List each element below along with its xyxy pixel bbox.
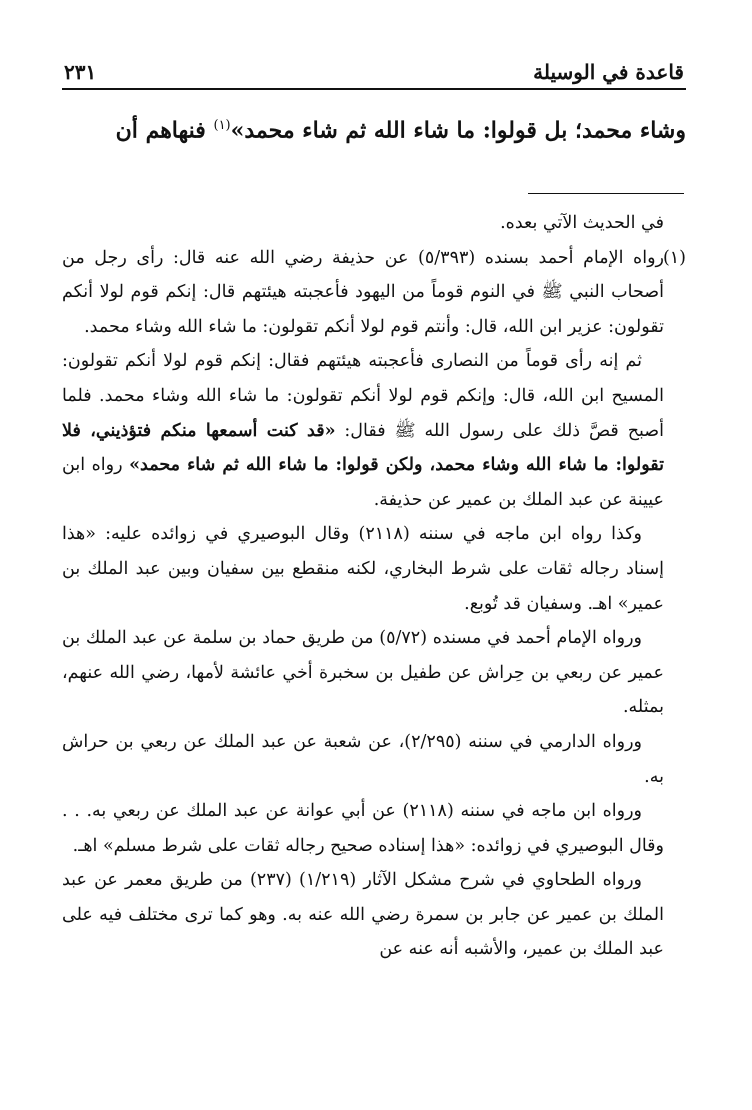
footnote-1-text: رواه الإمام أحمد بسنده (٥/٣٩٣) عن حذيفة رضي الله عنه قال: رأى رجل من أصحاب النبي ﷺ في النوم قوماً من اليهود فأعجبته هيئتهم قال: إنكم قوم لولا أنكم تقولون: عزير ابن الله، قال: وأنتم قوم لولا أنكم تقولون: ما شاء الله وشاء محمد. xyxy=(62,247,664,337)
footnote-paragraph: ورواه الدارمي في سننه (٢/٢٩٥)، عن شعبة عن عبد الملك عن ربعي بن حراش به. xyxy=(62,731,664,787)
main-text-tail: فنهاهم أن xyxy=(115,117,214,144)
footnote-paragraph-text: رواه ابن عيينة عن عبد الملك بن عمير عن حذيفة. xyxy=(62,455,664,510)
footnote-paragraph-text: ثم إنه رأى قوماً من النصارى فأعجبته هيئتهم فقال: إنكم قوم لولا أنكم تقولون: المسيح ابن الله، قال: وإنكم قوم لولا أنكم تقولون: ما شاء الله وشاء محمد. فلما أصبح قصَّ ذلك على رسول الله ﷺ فقال: xyxy=(62,351,664,441)
page-number: ٢٣١ xyxy=(64,60,97,84)
footnotes xyxy=(62,206,686,1096)
footnote-paragraph: ورواه ابن ماجه في سننه (٢١١٨) عن أبي عوانة عن عبد الملك عن ربعي به. . . وقال البوصيري في زوائده: «هذا إسناده صحيح رجاله ثقات على شرط مسلم» اهـ. xyxy=(62,801,664,856)
running-title: قاعدة في الوسيلة xyxy=(533,60,684,84)
footnote-1 xyxy=(62,241,686,345)
main-text: وشاء محمد؛ بل قولوا: ما شاء الله ثم شاء محمد» xyxy=(230,117,686,144)
header-rule xyxy=(62,88,686,90)
running-header xyxy=(64,44,684,84)
footnote-carryover: في الحديث الآتي بعده. xyxy=(500,213,664,233)
footnote-paragraph xyxy=(62,344,686,517)
footnote-paragraph: ورواه الطحاوي في شرح مشكل الآثار (١/٢١٩) (٢٣٧) من طريق معمر عن عبد الملك بن عمير عن جابر بن سمرة رضي الله عنه به. وهو كما ترى مختلف فيه على عبد الملك بن عمير، والأشبه أنه عنه عن xyxy=(62,870,664,960)
footnote-1-marker: (١) xyxy=(662,247,686,268)
main-text-line xyxy=(60,104,686,152)
hadith-quote: «قد كنت أسمعها منكم فتؤذيني، فلا تقولوا: ما شاء الله وشاء محمد، ولكن قولوا: ما شاء الله ثم شاء محمد» xyxy=(62,420,664,476)
footnote-separator xyxy=(528,193,684,194)
footnote-paragraph: ورواه الإمام أحمد في مسنده (٥/٧٢) من طريق حماد بن سلمة عن عبد الملك بن عمير عن ربعي بن حِراش عن طفيل بن سخبرة أخي عائشة لأمها، رضي الله عنهم، بمثله. xyxy=(62,628,664,718)
footnote-paragraph: وكذا رواه ابن ماجه في سننه (٢١١٨) وقال البوصيري في زوائده عليه: «هذا إسناد رجاله ثقات على شرط البخاري، لكنه منقطع بين سفيان وبين عبد الملك بن عمير» اهـ. وسفيان قد تُوبع. xyxy=(62,524,664,614)
footnote-reference: (١) xyxy=(213,118,231,133)
